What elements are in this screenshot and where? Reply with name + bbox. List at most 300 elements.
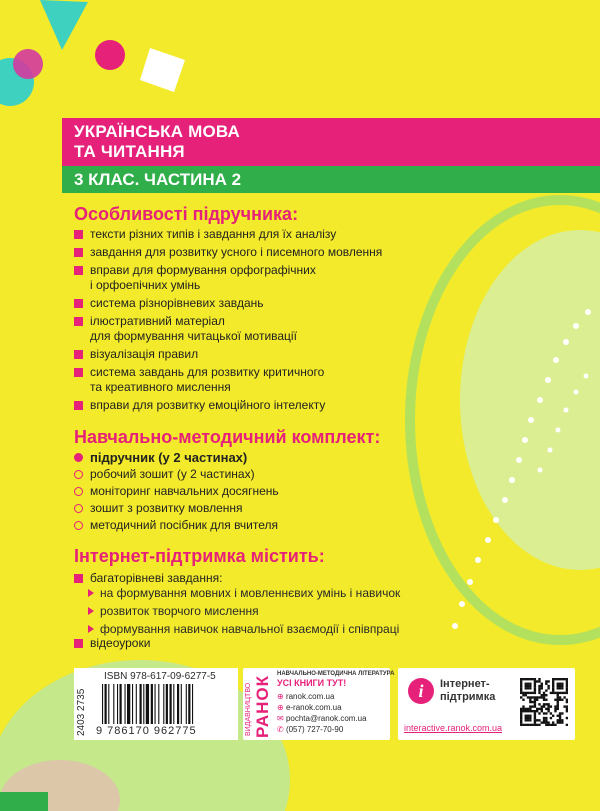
publisher-brand: РАНОК	[253, 675, 272, 738]
title-band	[62, 118, 600, 166]
qr-module	[536, 719, 538, 721]
qr-module	[541, 710, 543, 712]
qr-module	[554, 678, 556, 680]
qr-module	[543, 692, 545, 694]
qr-module	[522, 710, 524, 712]
envelope-icon: ✉	[277, 714, 286, 723]
barcode-bar	[117, 684, 118, 724]
barcode-bar	[146, 684, 149, 724]
qr-module	[538, 719, 540, 721]
email-text: pochta@ranok.com.ua	[285, 714, 367, 723]
feature-item-line: візуалізація правил	[90, 347, 199, 361]
qr-module	[525, 683, 527, 685]
qr-module	[543, 694, 545, 696]
qr-module	[531, 696, 533, 698]
qr-module	[566, 705, 568, 707]
qr-module	[563, 696, 565, 698]
qr-module	[566, 710, 568, 712]
qr-module	[534, 701, 536, 703]
qr-module	[534, 687, 536, 689]
qr-module	[527, 719, 529, 721]
square-bullet-icon	[74, 317, 83, 326]
qr-module	[566, 680, 568, 682]
book-subtitle: 3 КЛАС. ЧАСТИНА 2	[74, 170, 242, 189]
qr-module	[534, 717, 536, 719]
qr-module	[538, 687, 540, 689]
qr-module	[527, 708, 529, 710]
barcode-bar	[166, 684, 168, 724]
qr-module	[552, 724, 554, 726]
qr-module	[520, 678, 522, 680]
qr-module	[561, 692, 563, 694]
qr-module	[547, 687, 549, 689]
internet-support-block	[398, 668, 575, 740]
feature-item-line: вправи для формування орфографічних	[90, 263, 316, 277]
eshop-text: e-ranok.com.ua	[285, 703, 342, 712]
qr-module	[534, 689, 536, 691]
qr-module	[534, 712, 536, 714]
qr-module	[520, 717, 522, 719]
qr-module	[547, 705, 549, 707]
contact-site[interactable]	[277, 691, 367, 702]
qr-module	[529, 708, 531, 710]
qr-module	[520, 721, 522, 723]
qr-module	[545, 694, 547, 696]
qr-module	[534, 685, 536, 687]
green-corner	[0, 792, 48, 811]
kit-item	[74, 484, 474, 499]
qr-module	[534, 683, 536, 685]
qr-module	[554, 699, 556, 701]
publisher-vertical-label: ВИДАВНИЦТВО	[245, 682, 252, 736]
qr-module	[529, 717, 531, 719]
info-icon: i	[408, 678, 434, 704]
barcode-block	[74, 668, 238, 740]
qr-module	[552, 683, 554, 685]
qr-module	[534, 721, 536, 723]
site-text: ranok.com.ua	[285, 692, 335, 701]
qr-module	[554, 705, 556, 707]
qr-module	[529, 701, 531, 703]
qr-module	[559, 719, 561, 721]
qr-module	[554, 692, 556, 694]
barcode-bar	[181, 684, 182, 724]
qr-module	[531, 724, 533, 726]
qr-module	[543, 719, 545, 721]
barcode-bar	[173, 684, 174, 724]
support-label-line-1: Інтернет-	[440, 678, 490, 690]
kit-item	[74, 450, 474, 465]
qr-module	[520, 715, 522, 717]
qr-module	[550, 712, 552, 714]
qr-module	[536, 710, 538, 712]
feature-item	[74, 365, 474, 395]
qr-module	[525, 685, 527, 687]
internet-item-1: багаторівневі завдання:	[90, 571, 223, 585]
qr-module	[543, 717, 545, 719]
qr-module	[545, 712, 547, 714]
phone-text: (057) 727-70-90	[285, 725, 344, 734]
feature-item-line: система завдань для розвитку критичного	[90, 365, 325, 379]
barcode-icon	[102, 684, 232, 724]
square-bullet-icon	[74, 299, 83, 308]
kit-item-text: підручник (у 2 частинах)	[90, 450, 248, 465]
support-label-line-2: підтримка	[440, 691, 496, 703]
qr-module	[527, 715, 529, 717]
barcode-bar	[140, 684, 142, 724]
qr-module	[529, 692, 531, 694]
qr-module	[525, 710, 527, 712]
qr-module	[557, 699, 559, 701]
qr-module	[552, 685, 554, 687]
triangle-bullet-icon	[88, 625, 94, 633]
qr-module	[563, 678, 565, 680]
qr-module	[534, 705, 536, 707]
phone-icon: ✆	[277, 725, 286, 734]
qr-module	[527, 687, 529, 689]
qr-module	[543, 712, 545, 714]
feature-item-line: та креативного мислення	[90, 380, 231, 394]
internet-list-bottom	[74, 636, 150, 651]
barcode-bar	[113, 684, 114, 724]
qr-module	[541, 694, 543, 696]
qr-module	[566, 724, 568, 726]
qr-module	[543, 703, 545, 705]
qr-module	[545, 724, 547, 726]
barcode-bar	[127, 684, 130, 724]
qr-module	[534, 703, 536, 705]
qr-module	[557, 694, 559, 696]
qr-module	[543, 699, 545, 701]
qr-module	[543, 721, 545, 723]
feature-item-line: система різнорівневих завдань	[90, 296, 264, 310]
qr-module	[541, 721, 543, 723]
qr-module	[557, 687, 559, 689]
feature-item-line: тексти різних типів і завдання для їх аналізу	[90, 227, 337, 241]
qr-module	[566, 687, 568, 689]
qr-module	[547, 703, 549, 705]
qr-module	[545, 717, 547, 719]
feature-item	[74, 314, 474, 344]
qr-module	[525, 678, 527, 680]
qr-module	[538, 689, 540, 691]
qr-module	[545, 680, 547, 682]
qr-module	[527, 685, 529, 687]
square-bullet-icon	[74, 574, 83, 583]
title-line-2: ТА ЧИТАННЯ	[74, 142, 185, 161]
qr-module	[536, 708, 538, 710]
qr-module	[557, 685, 559, 687]
qr-module	[566, 692, 568, 694]
qr-module	[566, 685, 568, 687]
feature-item-line: вправи для розвитку емоційного інтелекту	[90, 398, 326, 412]
qr-module	[525, 719, 527, 721]
qr-module	[529, 699, 531, 701]
qr-module	[545, 699, 547, 701]
qr-module	[522, 708, 524, 710]
qr-module	[520, 685, 522, 687]
qr-module	[566, 683, 568, 685]
qr-module	[531, 692, 533, 694]
contact-phone	[277, 724, 367, 735]
qr-module	[559, 715, 561, 717]
qr-module	[534, 678, 536, 680]
barcode-bar	[108, 684, 109, 724]
qr-module	[538, 712, 540, 714]
kit-item-text: методичний посібник для вчителя	[90, 518, 279, 532]
barcode-bar	[151, 684, 153, 724]
qr-code-icon[interactable]	[520, 678, 568, 726]
qr-module	[531, 678, 533, 680]
qr-module	[559, 717, 561, 719]
qr-module	[566, 699, 568, 701]
barcode-bar	[192, 684, 193, 724]
qr-module	[557, 683, 559, 685]
qr-module	[547, 710, 549, 712]
globe-icon: ⊕	[277, 692, 286, 701]
barcode-number: 9 786170 962775	[96, 725, 197, 737]
qr-module	[529, 685, 531, 687]
square-bullet-icon	[74, 350, 83, 359]
qr-module	[550, 692, 552, 694]
triangle-bullet-icon	[88, 589, 94, 597]
barcode-bar	[102, 684, 103, 724]
internet-subitem	[88, 584, 400, 602]
barcode-bar	[105, 684, 107, 724]
qr-module	[531, 705, 533, 707]
qr-module	[522, 724, 524, 726]
barcode-bar	[155, 684, 156, 724]
qr-module	[541, 708, 543, 710]
qr-module	[561, 687, 563, 689]
barcode-bar	[186, 684, 187, 724]
kit-item	[74, 518, 474, 533]
qr-module	[543, 705, 545, 707]
qr-module	[557, 696, 559, 698]
qr-module	[550, 705, 552, 707]
qr-module	[552, 687, 554, 689]
qr-module	[561, 721, 563, 723]
qr-module	[559, 712, 561, 714]
qr-module	[534, 710, 536, 712]
qr-module	[534, 715, 536, 717]
qr-module	[545, 683, 547, 685]
publisher-block	[243, 668, 395, 740]
kit-heading: Навчально-методичний комплект:	[74, 427, 381, 447]
teal-triangle	[40, 0, 88, 50]
qr-module	[547, 680, 549, 682]
qr-module	[550, 724, 552, 726]
barcode-bar	[188, 684, 190, 724]
qr-module	[527, 710, 529, 712]
qr-module	[545, 719, 547, 721]
qr-module	[525, 687, 527, 689]
feature-item	[74, 296, 474, 311]
white-square	[140, 48, 185, 92]
qr-module	[522, 678, 524, 680]
square-bullet-icon	[74, 368, 83, 377]
qr-module	[552, 680, 554, 682]
pink-circle-left	[13, 49, 43, 79]
internet-subitem-text: на формування мовних і мовленнєвих умінь і навичок	[100, 586, 401, 600]
qr-module	[559, 683, 561, 685]
kit-item	[74, 467, 474, 482]
qr-module	[541, 683, 543, 685]
qr-module	[545, 708, 547, 710]
barcode-bar	[132, 684, 133, 724]
qr-module	[525, 724, 527, 726]
qr-module	[561, 719, 563, 721]
qr-module	[557, 678, 559, 680]
publisher-slogan: УСІ КНИГИ ТУТ!	[277, 678, 347, 688]
contact-eshop[interactable]	[277, 702, 367, 713]
qr-module	[559, 678, 561, 680]
qr-module	[563, 705, 565, 707]
kit-item-text: зошит з розвитку мовлення	[90, 501, 243, 515]
square-bullet-icon	[74, 401, 83, 410]
feature-item-line: завдання для розвитку усного і писемного мовлення	[90, 245, 383, 259]
qr-module	[557, 721, 559, 723]
qr-module	[561, 712, 563, 714]
qr-module	[554, 724, 556, 726]
qr-module	[522, 699, 524, 701]
book-title	[74, 122, 240, 162]
circle-bullet-icon	[74, 521, 83, 530]
qr-module	[536, 680, 538, 682]
qr-module	[522, 705, 524, 707]
qr-module	[536, 724, 538, 726]
internet-item-2: відеоуроки	[90, 636, 151, 650]
circle-bullet-icon	[74, 470, 83, 479]
feature-item	[74, 347, 474, 362]
qr-module	[527, 683, 529, 685]
qr-module	[536, 696, 538, 698]
qr-module	[561, 699, 563, 701]
internet-subitem-text: формування навичок навчальної взаємодії і співпраці	[100, 622, 400, 636]
qr-module	[538, 678, 540, 680]
qr-module	[527, 717, 529, 719]
qr-module	[527, 692, 529, 694]
qr-module	[538, 708, 540, 710]
qr-module	[552, 689, 554, 691]
feature-item	[74, 263, 474, 293]
feature-item-line: для формування читацької мотивації	[90, 329, 297, 343]
qr-module	[559, 687, 561, 689]
qr-module	[527, 724, 529, 726]
qr-module	[538, 685, 540, 687]
qr-module	[520, 710, 522, 712]
qr-module	[520, 712, 522, 714]
square-bullet-icon	[74, 230, 83, 239]
internet-sublist	[88, 584, 400, 638]
square-bullet-icon	[74, 639, 83, 648]
qr-module	[559, 692, 561, 694]
qr-module	[552, 721, 554, 723]
qr-module	[559, 685, 561, 687]
qr-module	[534, 699, 536, 701]
qr-module	[547, 685, 549, 687]
support-url[interactable]: interactive.ranok.com.ua	[404, 723, 503, 733]
subtitle-band	[62, 166, 600, 193]
qr-module	[561, 685, 563, 687]
qr-module	[557, 708, 559, 710]
qr-module	[529, 683, 531, 685]
internet-subitem	[88, 602, 400, 620]
qr-module	[520, 692, 522, 694]
qr-module	[559, 699, 561, 701]
kit-list	[74, 450, 474, 535]
qr-module	[531, 710, 533, 712]
qr-module	[522, 694, 524, 696]
qr-module	[566, 701, 568, 703]
isbn-text: ISBN 978-617-09-6277-5	[104, 671, 216, 682]
qr-module	[536, 699, 538, 701]
qr-module	[525, 692, 527, 694]
qr-module	[541, 687, 543, 689]
pink-circle-mid	[95, 40, 125, 70]
barcode-bar	[120, 684, 122, 724]
qr-module	[547, 721, 549, 723]
qr-module	[527, 696, 529, 698]
barcode-bar	[163, 684, 164, 724]
qr-module	[520, 683, 522, 685]
qr-module	[538, 724, 540, 726]
qr-module	[520, 724, 522, 726]
qr-module	[538, 680, 540, 682]
qr-module	[520, 689, 522, 691]
qr-module	[538, 692, 540, 694]
qr-module	[534, 696, 536, 698]
qr-module	[545, 689, 547, 691]
qr-module	[557, 703, 559, 705]
qr-module	[566, 678, 568, 680]
qr-module	[525, 715, 527, 717]
qr-module	[547, 708, 549, 710]
qr-module	[561, 678, 563, 680]
qr-module	[541, 696, 543, 698]
qr-module	[552, 715, 554, 717]
cart-icon: ⊕	[277, 703, 286, 712]
barcode-bar	[136, 684, 137, 724]
swirl-core	[460, 230, 600, 570]
qr-module	[545, 721, 547, 723]
qr-module	[566, 689, 568, 691]
qr-module	[529, 719, 531, 721]
qr-module	[543, 696, 545, 698]
qr-module	[529, 687, 531, 689]
barcode-bar	[143, 684, 144, 724]
qr-module	[563, 692, 565, 694]
kit-item-text: робочий зошит (у 2 частинах)	[90, 467, 255, 481]
qr-module	[527, 678, 529, 680]
square-bullet-icon	[74, 248, 83, 257]
qr-module	[522, 692, 524, 694]
qr-module	[550, 717, 552, 719]
qr-module	[552, 692, 554, 694]
barcode-bar	[125, 684, 126, 724]
contact-email[interactable]	[277, 713, 367, 724]
feature-item	[74, 398, 474, 413]
qr-module	[557, 692, 559, 694]
qr-module	[559, 696, 561, 698]
qr-module	[534, 719, 536, 721]
qr-module	[520, 680, 522, 682]
qr-module	[529, 710, 531, 712]
title-line-1: УКРАЇНСЬКА МОВА	[74, 122, 241, 141]
qr-module	[529, 715, 531, 717]
qr-module	[566, 717, 568, 719]
qr-module	[529, 696, 531, 698]
